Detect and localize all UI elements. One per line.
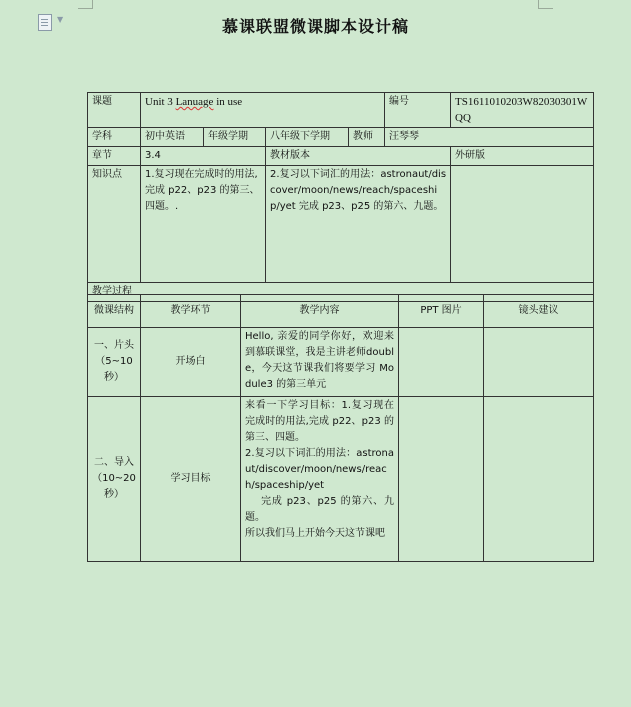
edition-value[interactable]: 外研版	[451, 147, 594, 166]
document-title: 慕课联盟微课脚本设计稿	[221, 17, 409, 36]
subject-label: 学科	[88, 128, 141, 147]
row-structure[interactable]: 一、片头（5~10秒）	[88, 328, 141, 397]
topic-value-part: Unit 3	[145, 96, 176, 108]
subject-value[interactable]: 初中英语	[141, 128, 204, 147]
grade-label: 年级学期	[204, 128, 266, 147]
row-ppt[interactable]	[399, 328, 484, 397]
chapter-value[interactable]: 3.4	[141, 147, 266, 166]
content-line: 来看一下学习目标：1.复习现在完成时的用法,完成 p22、p23 的第三、四题。	[245, 400, 394, 443]
page-corner-marker-right	[538, 0, 553, 9]
grade-value[interactable]: 八年级下学期	[266, 128, 349, 147]
knowledge-point-1[interactable]: 1.复习现在完成时的用法,完成 p22、p23 的第三、四题。.	[141, 166, 266, 283]
header-structure: 微课结构	[88, 295, 141, 328]
row-ppt[interactable]	[399, 397, 484, 562]
row-step[interactable]: 学习目标	[141, 397, 241, 562]
topic-label: 课题	[88, 93, 141, 128]
table-row	[88, 147, 594, 166]
table-row	[88, 295, 594, 328]
code-value[interactable]: TS1611010203W82030301WQQ	[451, 93, 594, 128]
page-corner-marker-left	[78, 0, 93, 9]
process-table	[87, 294, 594, 562]
content-line: Hello, 亲爱的同学你好，欢迎来到慕联课堂，我是主讲老师double，今天这节课我们将要学习 Module3 的第三单元	[245, 331, 394, 390]
content-line: 完成 p23、p25 的第六、九题。	[245, 496, 394, 523]
topic-value[interactable]	[141, 93, 385, 128]
knowledge-point-label: 知识点	[88, 166, 141, 283]
kp2-words: astronaut/discover/moon/news/reach/spaceship/yet	[270, 169, 447, 212]
info-table	[87, 92, 594, 302]
topic-value-part: in use	[213, 96, 243, 108]
header-step: 教学环节	[141, 295, 241, 328]
row-structure[interactable]: 二、导入（10~20秒）	[88, 397, 141, 562]
content-line: 2.复习以下词汇的用法：astronaut/discover/moon/news/reach/spaceship/yet	[245, 448, 394, 491]
teacher-value[interactable]: 汪琴琴	[385, 128, 594, 147]
misspelled-word: Lanuage	[175, 96, 214, 108]
table-row	[88, 397, 594, 562]
row-camera[interactable]	[484, 397, 594, 562]
row-content[interactable]	[241, 328, 399, 397]
knowledge-point-2[interactable]	[266, 166, 451, 283]
table-row	[88, 166, 594, 283]
table-row	[88, 93, 594, 128]
table-row	[88, 128, 594, 147]
kp2-heading: 2.复习以下词汇的用法：	[270, 169, 381, 180]
content-line: 所以我们马上开始今天这节课吧	[245, 528, 385, 539]
teacher-label: 教师	[349, 128, 385, 147]
code-label: 编号	[385, 93, 451, 128]
edition-label: 教材版本	[266, 147, 451, 166]
chevron-down-icon[interactable]: ▼	[57, 15, 64, 24]
row-step[interactable]: 开场白	[141, 328, 241, 397]
header-camera: 镜头建议	[484, 295, 594, 328]
knowledge-point-3[interactable]	[451, 166, 594, 283]
table-row	[88, 328, 594, 397]
header-ppt: PPT 图片	[399, 295, 484, 328]
chapter-label: 章节	[88, 147, 141, 166]
row-camera[interactable]	[484, 328, 594, 397]
kp2-task: 完成 p23、p25 的第六、九题。	[295, 201, 444, 212]
header-content: 教学内容	[241, 295, 399, 328]
process-label: 教学过程	[88, 283, 594, 302]
row-content[interactable]	[241, 397, 399, 562]
